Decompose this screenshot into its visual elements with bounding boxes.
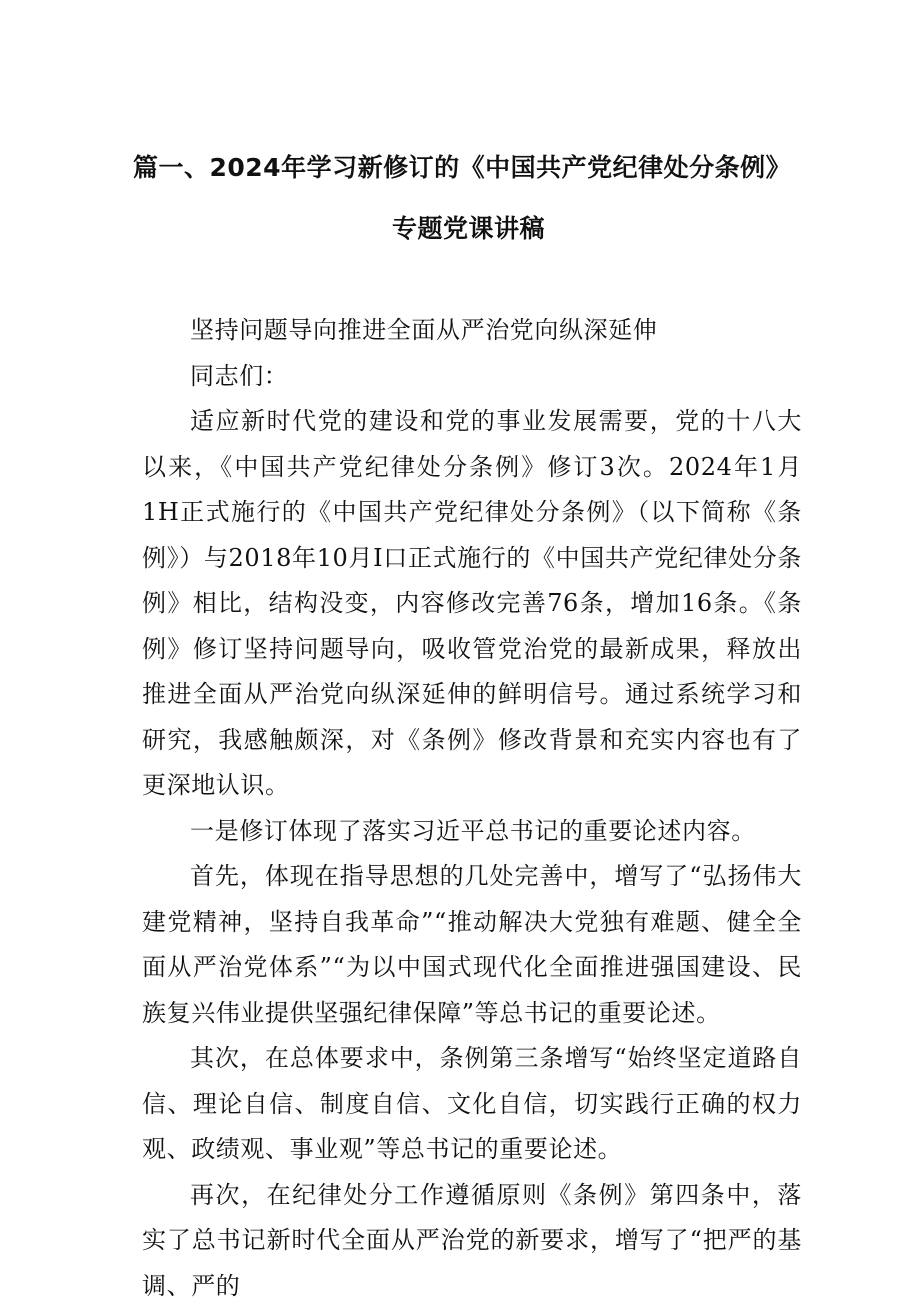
paragraph: 一是修订体现了落实习近平总书记的重要论述内容。 — [142, 809, 802, 855]
section-heading: 坚持问题导向推进全面从严治党向纵深延伸 — [142, 308, 802, 354]
paragraph: 再次，在纪律处分工作遵循原则《条例》第四条中，落实了总书记新时代全面从严治党的新要求，增写了“把严的基调、严的 — [142, 1173, 802, 1309]
document-title-line-2: 专题党课讲稿 — [392, 209, 545, 245]
paragraph: 其次，在总体要求中，条例第三条增写“始终坚定道路自信、理论自信、制度自信、文化自信，切实践行正确的权力观、政绩观、事业观”等总书记的重要论述。 — [142, 1036, 802, 1173]
document-body — [142, 308, 802, 1309]
salutation: 同志们： — [142, 354, 802, 400]
document-title-line-1: 篇一、2024年学习新修订的《中国共产党纪律处分条例》 — [133, 148, 791, 184]
paragraph: 首先，体现在指导思想的几处完善中，增写了“弘扬伟大建党精神，坚持自我革命”“推动解决大党独有难题、健全全面从严治党体系”“为以中国式现代化全面推进强国建设、民族复兴伟业提供坚强纪律保障”等总书记的重要论述。 — [142, 854, 802, 1036]
paragraph: 适应新时代党的建设和党的事业发展需要，党的十八大以来，《中国共产党纪律处分条例》修订3次。2024年1月1H正式施行的《中国共产党纪律处分条例》（以下简称《条例》）与2018年10月I口正式施行的《中国共产党纪律处分条例》相比，结构没变，内容修改完善76条，增加16条。《条例》修订坚持问题导向，吸收管党治党的最新成果，释放出推进全面从严治党向纵深延伸的鲜明信号。通过系统学习和研究，我感触颇深，对《条例》修改背景和充实内容也有了更深地认识。 — [142, 399, 802, 809]
